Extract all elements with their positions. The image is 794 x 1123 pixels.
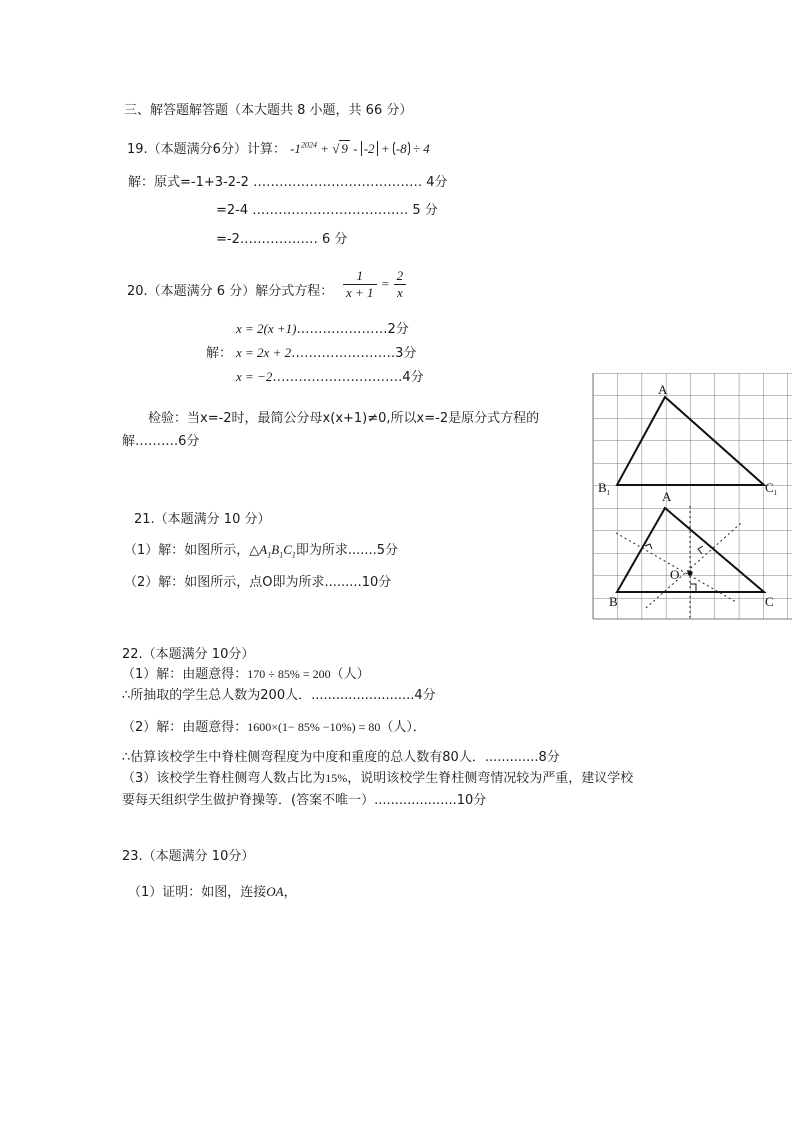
q19-expression: $-1^{2024}$ + √ 9 - -2 + -8 ÷ 4 <box>290 140 430 156</box>
section-title: 三、解答题解答题（本大题共 8 小题，共 66 分） <box>124 103 413 118</box>
q19-line-1: 解：原式=-1+3-2-2 ………………………………… 4分 <box>128 175 448 190</box>
q22-part-2: （2）解：由题意得：1600×(1− 85% −10%) = 80（人）． <box>122 720 426 735</box>
q20-check-line-2: 解……….6分 <box>122 434 200 449</box>
label-o: O <box>670 567 680 582</box>
label-b: B <box>609 594 618 609</box>
label-c: C <box>765 594 774 609</box>
q20-header: 20.（本题满分 6 分）解分式方程： <box>127 284 334 299</box>
q21-part-2: （2）解：如图所示，点O即为所求.........10分 <box>124 575 392 590</box>
q19-line-2: =2-4 ……………………………… 5 分 <box>216 203 438 218</box>
q20-jie-label: 解： <box>206 346 233 361</box>
q21-part-1: （1）解：如图所示，$\triangle A_1B_1C_1$即为所求.......5分 <box>124 542 399 560</box>
q21-header: 21.（本题满分 10 分） <box>134 512 271 527</box>
point-o <box>687 570 692 575</box>
label-a1: A <box>658 382 668 397</box>
geometry-figure <box>586 368 794 620</box>
q22-part-1-conclusion: ∴所抽取的学生总人数为200人．.........................4分 <box>122 688 436 703</box>
q20-equation: $\frac{1}{x + 1}$ = $\frac{2}{x}$ <box>343 268 406 301</box>
q20-rhs-fraction: $\frac{2}{x}$ <box>394 268 407 301</box>
q23-part-1: （1）证明：如图，连接OA， <box>128 884 297 900</box>
q22-part-2-conclusion: ∴估算该校学生中脊柱侧弯程度为中度和重度的总人数有80人．.............8分 <box>122 750 560 765</box>
label-b1: $B_1$ <box>598 480 611 497</box>
label-a: A <box>662 489 672 504</box>
q19-line-3: =-2……………… 6 分 <box>216 232 348 247</box>
q22-part-3-line-2: 要每天组织学生做护脊操等．(答案不唯一）....................10分 <box>122 793 487 808</box>
q20-step-2: x = 2x + 2……………………3分 <box>236 345 417 361</box>
q19-header-label: 19.（本题满分6分）计算： <box>127 142 286 157</box>
q20-lhs-fraction: $\frac{1}{x + 1}$ <box>343 268 377 301</box>
q19-header <box>127 138 430 157</box>
q20-check-line-1: 检验：当x=-2时，最简公分母x(x+1)≠0,所以x=-2是原分式方程的 <box>148 411 540 426</box>
q23-header: 23.（本题满分 10分） <box>122 849 255 864</box>
q20-step-1: x = 2(x +1)…………………2分 <box>236 321 409 337</box>
label-c1: $C_1$ <box>765 480 778 497</box>
q20-step-3: x = −2…………………………4分 <box>236 369 424 385</box>
q22-part-3: （3）该校学生脊柱侧弯人数占比为15%，说明该校学生脊柱侧弯情况较为严重，建议学校 <box>122 771 634 786</box>
q22-header: 22.（本题满分 10分） <box>122 647 255 662</box>
q22-part-1: （1）解：由题意得：170 ÷ 85% = 200（人） <box>122 667 370 682</box>
